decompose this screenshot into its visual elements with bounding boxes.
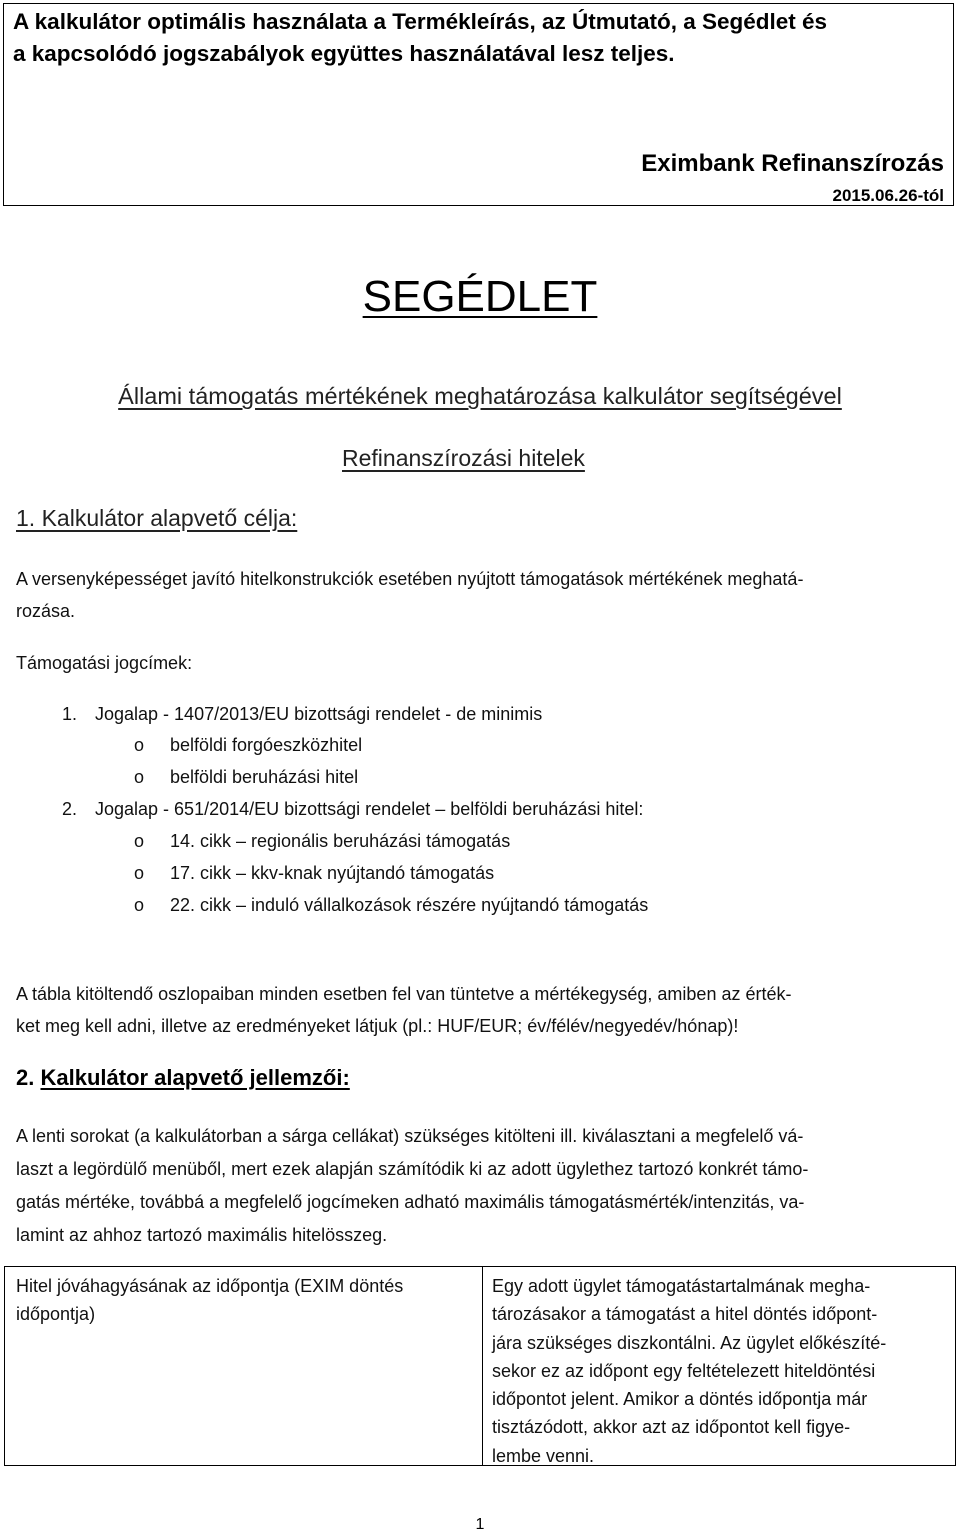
field-table (4, 1266, 956, 1466)
document-subtitle: Állami támogatás mértékének meghatározása kalkulátor segítségével (118, 383, 842, 409)
bullet-marker: o (134, 863, 145, 883)
document-title: SEGÉDLET (362, 272, 598, 321)
sub-list-item: 17. cikk – kkv-knak nyújtandó támogatás (170, 863, 495, 883)
table-divider (482, 1267, 483, 1465)
sub-list-item: 14. cikk – regionális beruházási támogatás (170, 831, 511, 851)
description-line: jára szükséges diszkontálni. Az ügylet előkészíté- (492, 1332, 887, 1353)
sub-list-item: belföldi forgóeszközhitel (170, 735, 363, 755)
section2-text-line: gatás mértéke, továbbá a megfelelő jogcímeken adható maximális támogatásmérték/intenzitás, va- (16, 1192, 805, 1212)
list-item-number: 1. (62, 704, 78, 724)
note-line2: ket meg kell adni, illetve az eredményeket látjuk (pl.: HUF/EUR; év/félév/negyedév/hónap)! (16, 1016, 739, 1036)
section2-text-line: lamint az ahhoz tartozó maximális hitelösszeg. (16, 1225, 388, 1245)
bullet-marker: o (134, 735, 145, 755)
section2-text-line: laszt a legördülő menüből, mert ezek alapján számítódik ki az adott ügylethez tartozó konkrét támo- (16, 1159, 809, 1179)
product-line: Refinanszírozási hitelek (342, 445, 585, 471)
description-line: sekor ez az időpont egy feltételezett hiteldöntési (492, 1360, 876, 1381)
section2-title: Kalkulátor alapvető jellemzői: (40, 1065, 350, 1090)
note-line1: A tábla kitöltendő oszlopaiban minden esetben fel van tüntetve a mértékegység, amiben az érték- (16, 984, 792, 1004)
sub-list-item: belföldi beruházási hitel (170, 767, 359, 787)
product-name: Eximbank Refinanszírozás (641, 150, 944, 177)
section1-purpose-line2: rozása. (16, 601, 76, 621)
bullet-marker: o (134, 895, 145, 915)
bullet-marker: o (134, 831, 145, 851)
description-line: Egy adott ügylet támogatástartalmának megha- (492, 1276, 871, 1296)
section2-text-line: A lenti sorokat (a kalkulátorban a sárga cellákat) szükséges kitölteni ill. kiválasztani a megfelelő vá- (16, 1126, 804, 1146)
bullet-marker: o (134, 767, 145, 787)
header-line-1: A kalkulátor optimális használata a Termékleírás, az Útmutató, a Segédlet és (13, 9, 828, 34)
section1-heading: 1. Kalkulátor alapvető célja: (16, 505, 298, 531)
list-item: Jogalap - 1407/2013/EU bizottsági rendelet - de minimis (95, 704, 543, 724)
description-line: tározásakor a támogatást a hitel döntés időpont- (492, 1304, 878, 1325)
header-line-2: a kapcsolódó jogszabályok együttes használatával lesz teljes. (13, 41, 675, 66)
support-titles-label: Támogatási jogcímek: (16, 653, 193, 673)
description-line: időpontot jelent. Amikor a döntés időpontja már (492, 1389, 868, 1410)
list-item-number: 2. (62, 799, 78, 819)
page-number: 1 (475, 1516, 485, 1533)
table-cell-field (16, 1272, 403, 1329)
table-cell-description (492, 1272, 886, 1470)
field-label-line: Hitel jóváhagyásának az időpontja (EXIM döntés (16, 1276, 404, 1296)
header-box (3, 3, 954, 206)
sub-list-item: 22. cikk – induló vállalkozások részére nyújtandó támogatás (170, 895, 649, 915)
section1-purpose-line1: A versenyképességet javító hitelkonstrukciók esetében nyújtott támogatások mértékének meghatá- (16, 569, 804, 589)
field-label-line: időpontja) (16, 1304, 96, 1325)
list-item: Jogalap - 651/2014/EU bizottsági rendelet – belföldi beruházási hitel: (95, 799, 644, 819)
section2-number: 2. (16, 1065, 35, 1090)
effective-date: 2015.06.26-tól (832, 186, 944, 205)
description-line: tisztázódott, akkor azt az időpontot kell figye- (492, 1417, 851, 1438)
description-line: lembe venni. (492, 1445, 595, 1466)
section2-heading (16, 1065, 350, 1091)
